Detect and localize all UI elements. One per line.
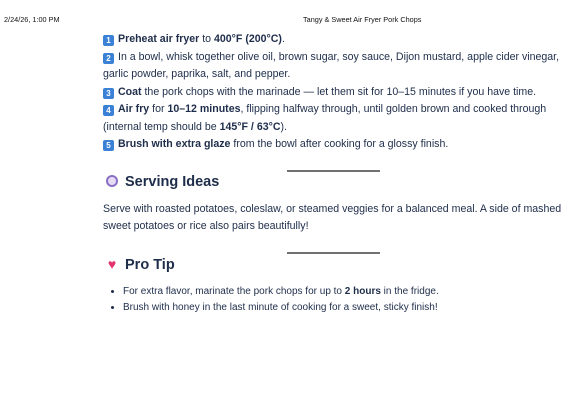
text: in the fridge. [380, 285, 439, 297]
serving-ideas-text: Serve with roasted potatoes, coleslaw, or steamed veggies for a balanced meal. A side of mashed sweet potatoes or rice also pairs beautifully! [103, 202, 562, 232]
bold-text: 2 hours [344, 285, 381, 297]
text: Brush with honey in the last minute of cooking for a sweet, sticky finish! [123, 301, 438, 313]
step-number-badge: 3 [103, 88, 114, 99]
recipe-content [103, 31, 563, 316]
step-number-badge: 4 [103, 105, 114, 116]
bold-text: 10–12 minutes [167, 103, 241, 115]
bold-text: Preheat air fryer [118, 33, 200, 45]
pro-tip-list [103, 284, 563, 316]
instructions-list [103, 31, 563, 154]
serving-ideas-heading [103, 172, 563, 192]
instruction-step [103, 84, 563, 102]
text: the pork chops with the marinade — let them sit for 10–15 minutes if you have time. [141, 85, 537, 98]
instruction-step [103, 101, 563, 136]
step-number-badge: 5 [103, 140, 114, 151]
bold-text: 400°F (200°C) [214, 33, 282, 45]
text: In a bowl, whisk together olive oil, brown sugar, soy sauce, Dijon mustard, apple cider vinegar, garlic powder, paprika, salt, and pepper. [103, 50, 560, 80]
text: from the bowl after cooking for a glossy finish. [230, 138, 449, 150]
text: to [199, 33, 214, 45]
bold-text: Coat [118, 85, 142, 98]
heart-icon: ♥ [107, 255, 117, 272]
instruction-step [103, 49, 563, 84]
print-date: 2/24/26, 1:00 PM [4, 15, 60, 24]
tip-item [123, 284, 563, 300]
print-title: Tangy & Sweet Air Fryer Pork Chops [303, 15, 422, 24]
text: For extra flavor, marinate the pork chops for up to [123, 285, 345, 297]
instruction-step [103, 31, 563, 49]
pro-tip-title: Pro Tip [125, 256, 175, 273]
text: ). [280, 120, 287, 133]
bold-text: Brush with extra glaze [118, 138, 231, 150]
serving-ideas-title: Serving Ideas [125, 173, 220, 190]
plate-icon [103, 172, 121, 192]
text: , flipping halfway through, until golden brown and cooked through (internal temp should be [103, 103, 547, 133]
text: for [149, 103, 168, 115]
step-number-badge: 1 [103, 35, 114, 46]
instruction-step [103, 136, 563, 154]
bold-text: Air fry [118, 103, 150, 115]
tip-item [123, 300, 563, 316]
pro-tip-heading [103, 254, 563, 275]
text: . [281, 33, 285, 45]
step-number-badge: 2 [103, 53, 114, 64]
bold-text: 145°F / 63°C [219, 120, 281, 133]
